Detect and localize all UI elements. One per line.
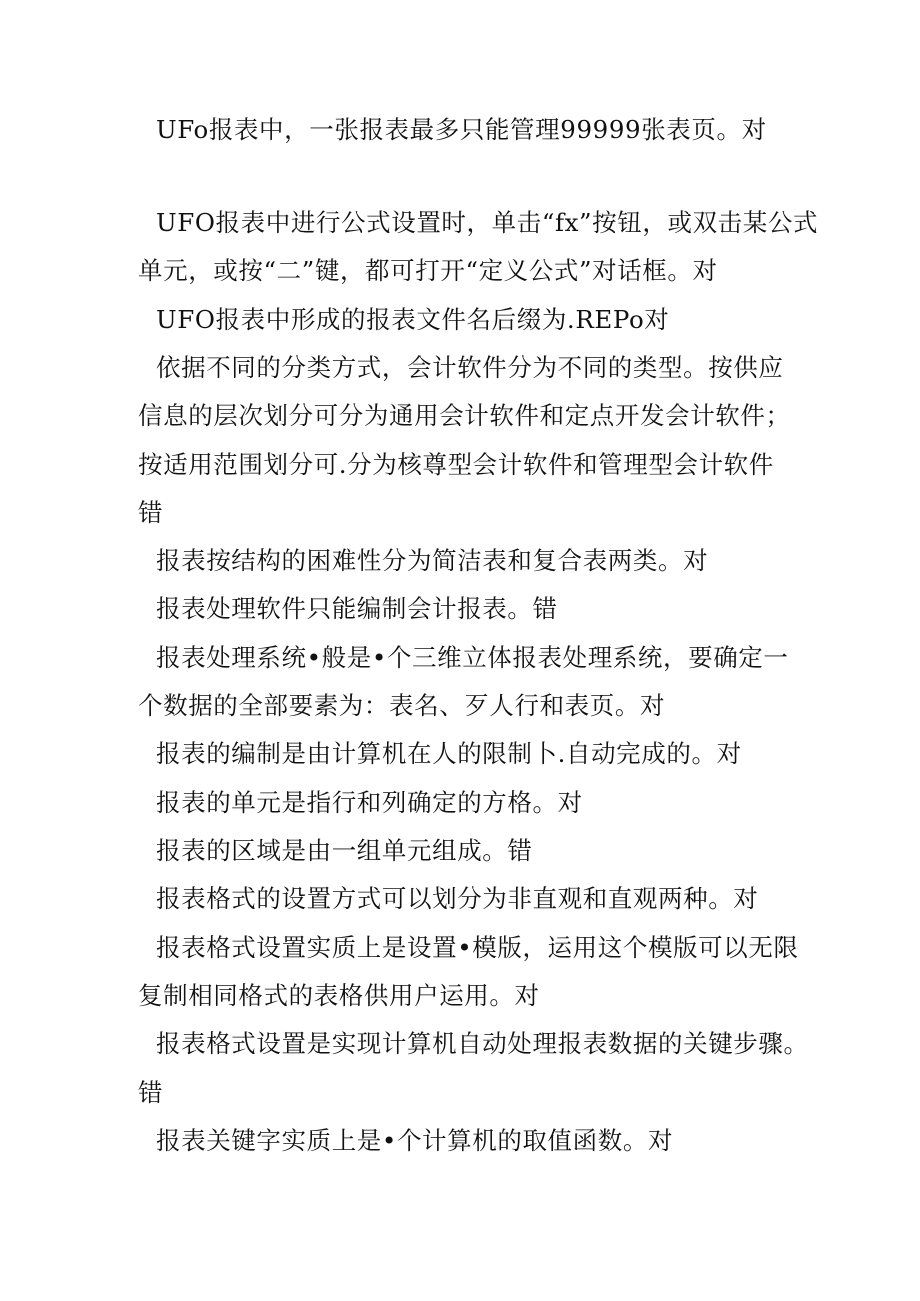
text-line: UFO报表中形成的报表文件名后缀为.REPo对 bbox=[156, 305, 670, 334]
text-line: 报表的单元是指行和列确定的方格。对 bbox=[156, 788, 583, 817]
text-line: 复制相同格式的表格供用户运用。对 bbox=[138, 981, 540, 1010]
text-line: 报表格式设置是实现计算机自动处理报表数据的关键步骤。 bbox=[156, 1029, 809, 1058]
text-line: 报表关键字实质上是•个计算机的取值函数。对 bbox=[156, 1126, 674, 1155]
text-line: 报表处理软件只能编制会计报表。错 bbox=[156, 594, 558, 623]
text-line: 依据不同的分类方式，会计软件分为不同的类型。按供应 bbox=[156, 353, 784, 382]
text-line: 报表格式设置实质上是设置•模版，运用这个模版可以无限 bbox=[156, 933, 799, 962]
text-line: UFO报表中进行公式设置时，单击“fx”按钮，或双击某公式 bbox=[156, 208, 819, 237]
text-line: 报表处理系统•般是•个三维立体报表处理系统，要确定一 bbox=[156, 643, 789, 672]
text-line: 错 bbox=[138, 498, 164, 527]
text-line: UFo报表中，一张报表最多只能管理99999张表页。对 bbox=[156, 115, 767, 144]
text-line: 报表的编制是由计算机在人的限制卜.自动完成的。对 bbox=[156, 739, 742, 768]
text-line: 按适用范围划分可.分为核尊型会计软件和管理型会计软件 bbox=[138, 450, 774, 479]
text-line: 信息的层次划分可分为通用会计软件和定点开发会计软件； bbox=[138, 401, 791, 430]
text-line: 错 bbox=[138, 1078, 164, 1107]
text-line: 单元，或按“二”键，都可打开“定义公式”对话框。对 bbox=[138, 256, 718, 285]
text-line: 报表按结构的困难性分为简洁表和复合表两类。对 bbox=[156, 546, 709, 575]
text-line: 报表格式的设置方式可以划分为非直观和直观两种。对 bbox=[156, 884, 759, 913]
text-line: 报表的区域是由一组单元组成。错 bbox=[156, 836, 533, 865]
text-line: 个数据的全部要素为：表名、歹人行和表页。对 bbox=[138, 691, 666, 720]
